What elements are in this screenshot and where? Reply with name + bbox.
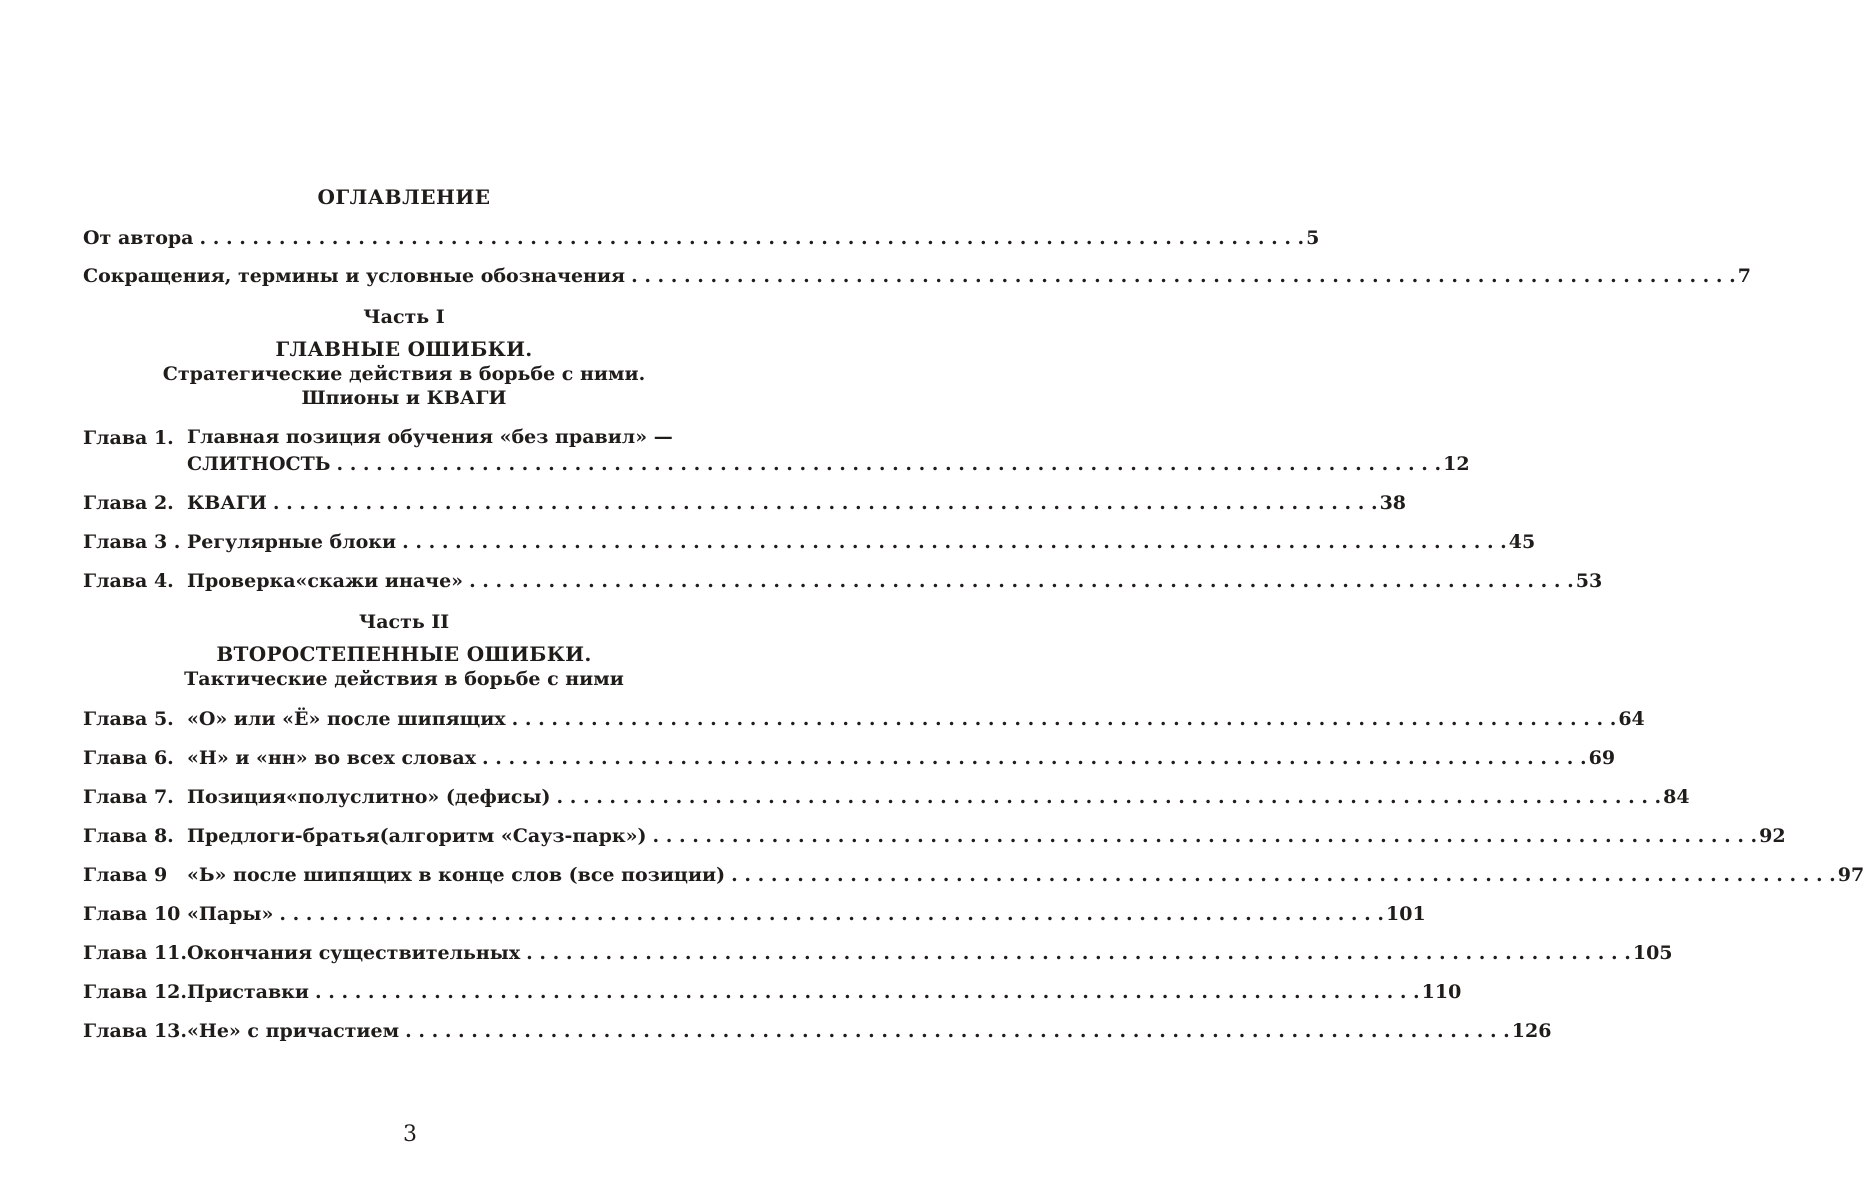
toc-entry-from-author[interactable] <box>83 224 1320 252</box>
toc-entry-chapter-7[interactable] <box>83 783 1690 811</box>
chapter-label: Глава 5. <box>83 708 174 730</box>
chapter-title: «Пары» <box>187 903 274 925</box>
chapter-title-line: Главная позиция обучения «без правил» — <box>187 426 673 448</box>
chapter-page: 53 <box>1575 570 1603 592</box>
chapter-page: 110 <box>1421 981 1462 1003</box>
toc-entry-chapter-3[interactable] <box>83 528 1536 556</box>
part-title: ВТОРОСТЕПЕННЫЕ ОШИБКИ. <box>216 642 592 666</box>
part-heading-2 <box>83 609 725 691</box>
chapter-title: Проверка«скажи иначе» <box>187 570 464 592</box>
toc-entry-chapter-4[interactable] <box>83 567 1603 595</box>
chapter-title: Позиция«полуслитно» (дефисы) <box>187 786 551 808</box>
toc-entry-chapter-13[interactable] <box>83 1017 1552 1045</box>
entry-page: 5 <box>1306 227 1320 249</box>
dot-leader <box>731 861 1836 889</box>
dot-leader <box>482 744 1587 772</box>
toc-entry-chapter-6[interactable] <box>83 744 1616 772</box>
toc-title: ОГЛАВЛЕНИЕ <box>317 185 491 209</box>
chapter-page: 84 <box>1663 786 1690 808</box>
chapter-label: Глава 8. <box>83 825 174 847</box>
chapter-page: 38 <box>1379 492 1407 514</box>
dot-leader <box>315 978 1420 1006</box>
part-label: Часть II <box>358 611 450 633</box>
chapter-label: Глава 3 . <box>83 531 181 553</box>
dot-leader <box>336 450 1441 478</box>
table-of-contents <box>83 184 1864 1056</box>
dot-leader <box>405 1017 1510 1045</box>
dot-leader <box>653 822 1758 850</box>
dot-leader <box>557 783 1662 811</box>
toc-entry-chapter-1[interactable] <box>83 424 1470 478</box>
toc-entry-chapter-10[interactable] <box>83 900 1426 928</box>
toc-entry-chapter-2[interactable] <box>83 489 1407 517</box>
chapter-label: Глава 1. <box>83 427 174 449</box>
part-title: ГЛАВНЫЕ ОШИБКИ. <box>275 337 533 361</box>
dot-leader <box>526 939 1631 967</box>
toc-entry-chapter-12[interactable] <box>83 978 1462 1006</box>
part-label: Часть I <box>363 306 445 328</box>
chapter-title: КВАГИ <box>187 492 267 514</box>
entry-text: Сокращения, термины и условные обозначения <box>83 265 626 287</box>
toc-entry-chapter-11[interactable] <box>83 939 1673 967</box>
chapter-label: Глава 9 <box>83 864 168 886</box>
chapter-label: Глава 13. <box>83 1020 188 1042</box>
chapter-title: Приставки <box>187 981 309 1003</box>
chapter-title: «Н» и «нн» во всех словах <box>187 747 476 769</box>
chapter-label: Глава 6. <box>83 747 174 769</box>
chapter-label: Глава 11. <box>83 942 188 964</box>
chapter-page: 105 <box>1632 942 1673 964</box>
dot-leader <box>631 262 1736 290</box>
chapter-label: Глава 2. <box>83 492 174 514</box>
chapter-title: Регулярные блоки <box>187 531 397 553</box>
chapter-label: Глава 10 <box>83 903 181 925</box>
toc-entry-abbreviations[interactable] <box>83 262 1751 290</box>
chapter-page: 97 <box>1837 864 1864 886</box>
chapter-page: 92 <box>1759 825 1786 847</box>
chapter-page: 12 <box>1443 453 1470 475</box>
chapter-page: 64 <box>1618 708 1645 730</box>
chapter-page: 69 <box>1588 747 1616 769</box>
chapter-title: Окончания существительных <box>187 942 521 964</box>
dot-leader <box>469 567 1574 595</box>
entry-text: От автора <box>83 227 194 249</box>
chapter-page: 101 <box>1386 903 1426 925</box>
chapter-title: Предлоги-братья(алгоритм «Сауз-парк») <box>187 825 647 847</box>
part-subtitle: Шпионы и КВАГИ <box>301 387 507 409</box>
chapter-page: 126 <box>1511 1020 1552 1042</box>
chapter-label: Глава 7. <box>83 786 174 808</box>
chapter-title: СЛИТНОСТЬ <box>187 453 331 475</box>
part-subtitle: Стратегические действия в борьбе с ними. <box>162 363 646 385</box>
dot-leader <box>279 900 1384 928</box>
chapter-title: «О» или «Ё» после шипящих <box>187 708 506 730</box>
dot-leader <box>512 705 1617 733</box>
chapter-title: «Ь» после шипящих в конце слов (все позиции) <box>187 864 726 886</box>
toc-entry-chapter-9[interactable] <box>83 861 1864 889</box>
toc-entry-chapter-5[interactable] <box>83 705 1645 733</box>
page-number: 3 <box>403 1122 417 1147</box>
dot-leader <box>200 224 1305 252</box>
chapter-label: Глава 12. <box>83 981 188 1003</box>
chapter-title: «Не» с причастием <box>187 1020 400 1042</box>
dot-leader <box>273 489 1378 517</box>
part-subtitle: Тактические действия в борьбе с ними <box>184 668 624 690</box>
part-heading-1 <box>83 304 725 410</box>
chapter-label: Глава 4. <box>83 570 174 592</box>
chapter-page: 45 <box>1508 531 1536 553</box>
toc-entry-chapter-8[interactable] <box>83 822 1786 850</box>
entry-page: 7 <box>1737 265 1751 287</box>
dot-leader <box>402 528 1507 556</box>
